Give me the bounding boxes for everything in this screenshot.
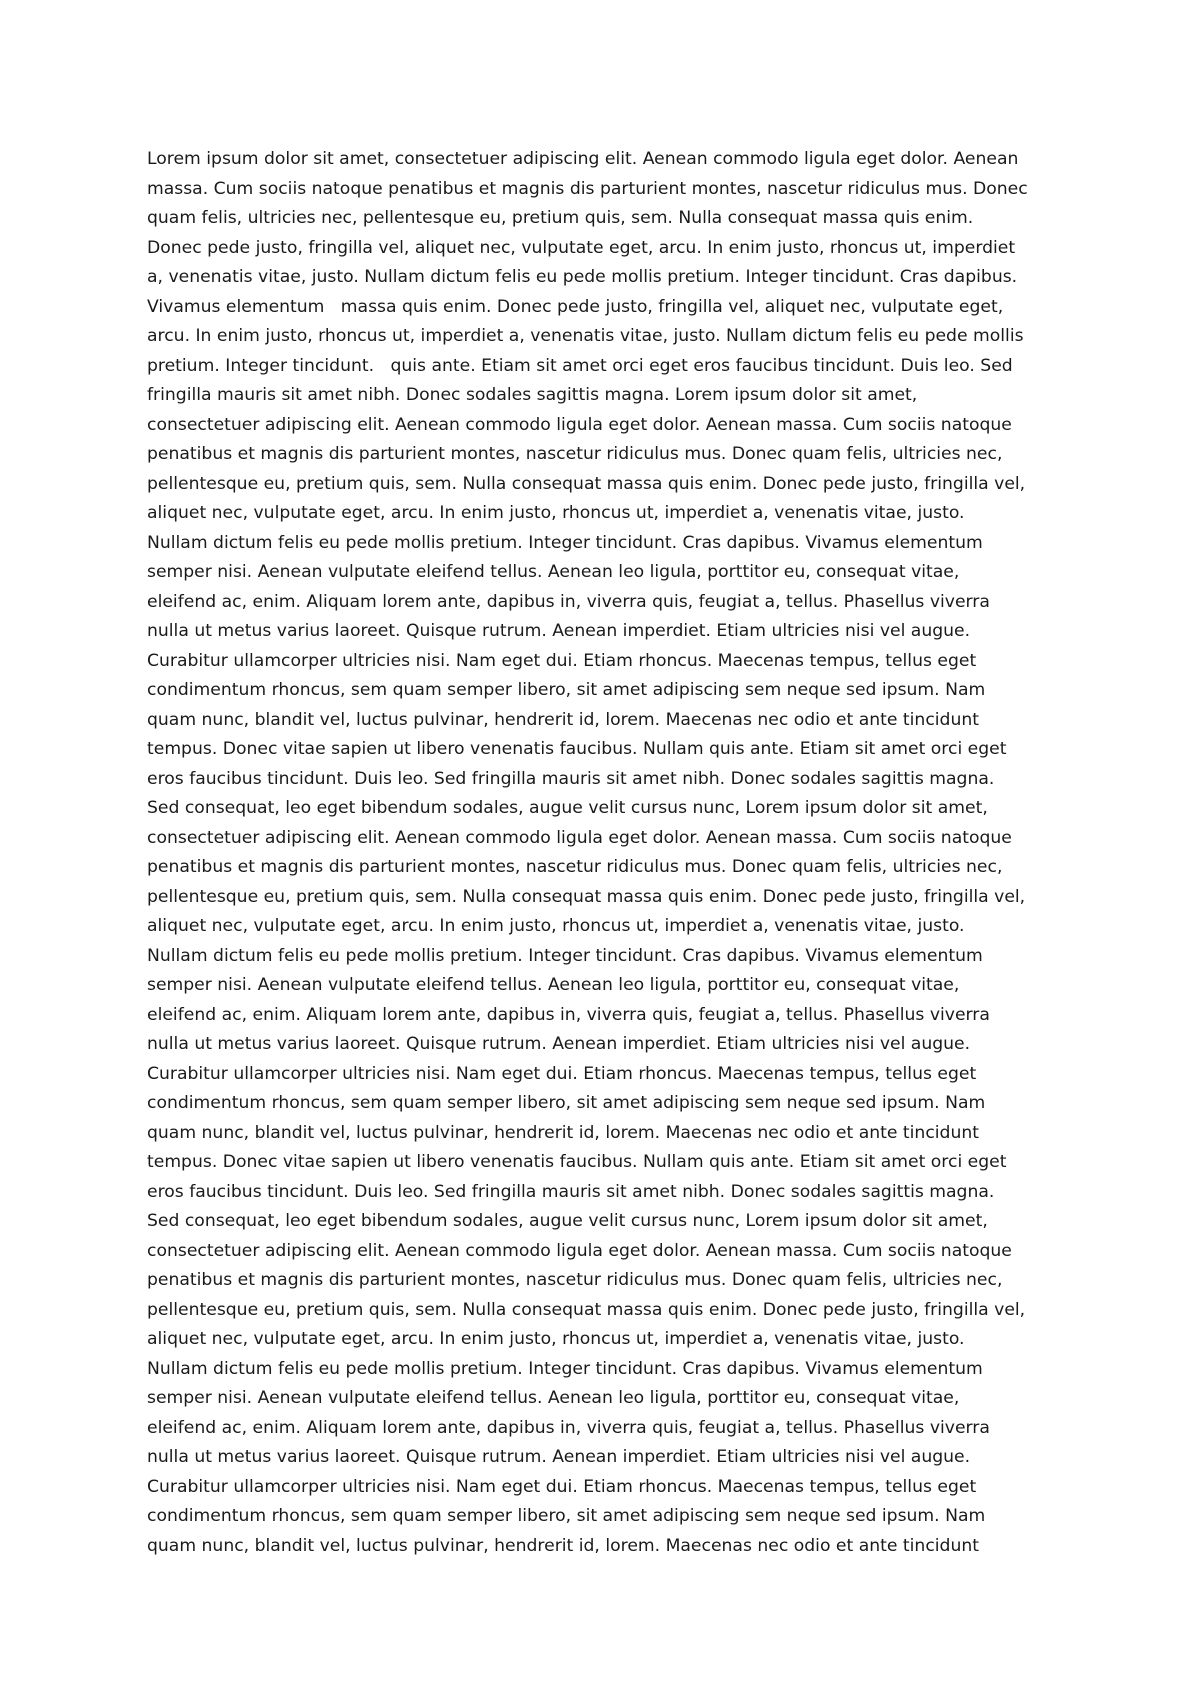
text-line: nulla ut metus varius laoreet. Quisque rutrum. Aenean imperdiet. Etiam ultricies nisi vel augue. [147, 621, 971, 641]
text-line: eros faucibus tincidunt. Duis leo. Sed fringilla mauris sit amet nibh. Donec sodales sagittis magna. [147, 768, 995, 789]
text-line: penatibus et magnis dis parturient montes, nascetur ridiculus mus. Donec quam felis, ultricies nec, [147, 444, 1003, 464]
text-line: Sed consequat, leo eget bibendum sodales, augue velit cursus nunc, Lorem ipsum dolor sit amet, [147, 1211, 988, 1231]
text-line: a, venenatis vitae, justo. Nullam dictum felis eu pede mollis pretium. Integer tincidunt. Cras dapibus. [147, 267, 1018, 287]
text-line: tempus. Donec vitae sapien ut libero venenatis faucibus. Nullam quis ante. Etiam sit amet orci eget [147, 1152, 1007, 1172]
text-line: pellentesque eu, pretium quis, sem. Nulla consequat massa quis enim. Donec pede justo, fringilla vel, [147, 886, 1026, 907]
text-line: fringilla mauris sit amet nibh. Donec sodales sagittis magna. Lorem ipsum dolor sit amet, [147, 385, 918, 405]
text-line: nulla ut metus varius laoreet. Quisque rutrum. Aenean imperdiet. Etiam ultricies nisi vel augue. [147, 1447, 971, 1467]
text-line: semper nisi. Aenean vulputate eleifend tellus. Aenean leo ligula, porttitor eu, consequat vitae, [147, 975, 960, 995]
text-line: penatibus et magnis dis parturient montes, nascetur ridiculus mus. Donec quam felis, ultricies nec, [147, 857, 1003, 877]
text-line: condimentum rhoncus, sem quam semper libero, sit amet adipiscing sem neque sed ipsum. Nam [147, 1093, 986, 1113]
text-line: aliquet nec, vulputate eget, arcu. In enim justo, rhoncus ut, imperdiet a, venenatis vitae, justo. [147, 1329, 965, 1349]
text-line: pretium. Integer tincidunt. quis ante. Etiam sit amet orci eget eros faucibus tincidunt. Duis leo. Sed [147, 355, 1013, 376]
text-line: Curabitur ullamcorper ultricies nisi. Nam eget dui. Etiam rhoncus. Maecenas tempus, tellus eget [147, 1476, 977, 1497]
text-line: pellentesque eu, pretium quis, sem. Nulla consequat massa quis enim. Donec pede justo, fringilla vel, [147, 473, 1026, 494]
text-line: quam felis, ultricies nec, pellentesque eu, pretium quis, sem. Nulla consequat massa quis enim. [147, 208, 974, 228]
text-line: consectetuer adipiscing elit. Aenean commodo ligula eget dolor. Aenean massa. Cum sociis natoque [147, 827, 1012, 848]
text-line: semper nisi. Aenean vulputate eleifend tellus. Aenean leo ligula, porttitor eu, consequat vitae, [147, 562, 960, 582]
text-line: Sed consequat, leo eget bibendum sodales, augue velit cursus nunc, Lorem ipsum dolor sit amet, [147, 798, 988, 818]
text-line: aliquet nec, vulputate eget, arcu. In enim justo, rhoncus ut, imperdiet a, venenatis vitae, justo. [147, 503, 965, 523]
text-line: condimentum rhoncus, sem quam semper libero, sit amet adipiscing sem neque sed ipsum. Nam [147, 1506, 986, 1526]
text-line: pellentesque eu, pretium quis, sem. Nulla consequat massa quis enim. Donec pede justo, fringilla vel, [147, 1299, 1026, 1320]
text-line: Curabitur ullamcorper ultricies nisi. Nam eget dui. Etiam rhoncus. Maecenas tempus, tellus eget [147, 650, 977, 671]
text-line: nulla ut metus varius laoreet. Quisque rutrum. Aenean imperdiet. Etiam ultricies nisi vel augue. [147, 1034, 971, 1054]
text-line: penatibus et magnis dis parturient montes, nascetur ridiculus mus. Donec quam felis, ultricies nec, [147, 1270, 1003, 1290]
text-line: Nullam dictum felis eu pede mollis pretium. Integer tincidunt. Cras dapibus. Vivamus elementum [147, 532, 983, 553]
text-line: arcu. In enim justo, rhoncus ut, imperdiet a, venenatis vitae, justo. Nullam dictum felis eu pede mollis [147, 326, 1024, 346]
text-line: eros faucibus tincidunt. Duis leo. Sed fringilla mauris sit amet nibh. Donec sodales sagittis magna. [147, 1181, 995, 1202]
text-line: eleifend ac, enim. Aliquam lorem ante, dapibus in, viverra quis, feugiat a, tellus. Phasellus viverra [147, 591, 990, 612]
text-line: Nullam dictum felis eu pede mollis pretium. Integer tincidunt. Cras dapibus. Vivamus elementum [147, 945, 983, 966]
text-line: semper nisi. Aenean vulputate eleifend tellus. Aenean leo ligula, porttitor eu, consequat vitae, [147, 1388, 960, 1408]
text-line: consectetuer adipiscing elit. Aenean commodo ligula eget dolor. Aenean massa. Cum sociis natoque [147, 1240, 1012, 1261]
text-line: quam nunc, blandit vel, luctus pulvinar, hendrerit id, lorem. Maecenas nec odio et ante tincidunt [147, 1122, 979, 1143]
text-line: Vivamus elementum massa quis enim. Donec pede justo, fringilla vel, aliquet nec, vulputate eget, [147, 296, 1004, 317]
text-line: massa. Cum sociis natoque penatibus et magnis dis parturient montes, nascetur ridiculus mus. Donec [147, 178, 1028, 199]
text-line: quam nunc, blandit vel, luctus pulvinar, hendrerit id, lorem. Maecenas nec odio et ante tincidunt [147, 709, 979, 730]
text-line: Donec pede justo, fringilla vel, aliquet nec, vulputate eget, arcu. In enim justo, rhoncus ut, imperdiet [147, 237, 1016, 258]
text-line: quam nunc, blandit vel, luctus pulvinar, hendrerit id, lorem. Maecenas nec odio et ante tincidunt [147, 1535, 979, 1556]
text-line: consectetuer adipiscing elit. Aenean commodo ligula eget dolor. Aenean massa. Cum sociis natoque [147, 414, 1012, 435]
text-line: eleifend ac, enim. Aliquam lorem ante, dapibus in, viverra quis, feugiat a, tellus. Phasellus viverra [147, 1004, 990, 1025]
text-line: Nullam dictum felis eu pede mollis pretium. Integer tincidunt. Cras dapibus. Vivamus elementum [147, 1358, 983, 1379]
body-paragraph [147, 145, 1147, 1561]
text-line: condimentum rhoncus, sem quam semper libero, sit amet adipiscing sem neque sed ipsum. Nam [147, 680, 986, 700]
text-line: Lorem ipsum dolor sit amet, consectetuer adipiscing elit. Aenean commodo ligula eget dolor. Aenean [147, 149, 1019, 169]
text-line: eleifend ac, enim. Aliquam lorem ante, dapibus in, viverra quis, feugiat a, tellus. Phasellus viverra [147, 1417, 990, 1438]
text-line: Curabitur ullamcorper ultricies nisi. Nam eget dui. Etiam rhoncus. Maecenas tempus, tellus eget [147, 1063, 977, 1084]
text-line: tempus. Donec vitae sapien ut libero venenatis faucibus. Nullam quis ante. Etiam sit amet orci eget [147, 739, 1007, 759]
text-line: aliquet nec, vulputate eget, arcu. In enim justo, rhoncus ut, imperdiet a, venenatis vitae, justo. [147, 916, 965, 936]
